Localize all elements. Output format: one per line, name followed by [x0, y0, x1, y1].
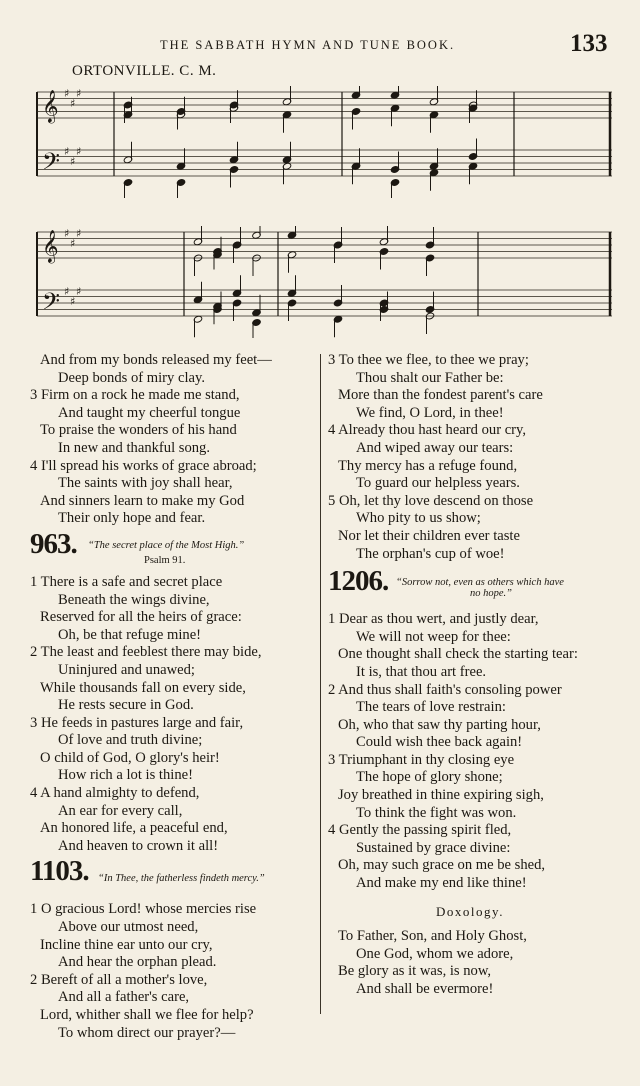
hymn-1103-verses	[30, 901, 314, 1042]
hymn-number: 1103.	[30, 855, 89, 888]
sharp-icon: ♯	[76, 285, 82, 299]
hymn-963-heading	[30, 527, 314, 568]
sharp-icon: ♯	[64, 145, 70, 159]
verse-line: 3 Triumphant in thy closing eye	[328, 751, 515, 768]
verse-line: 2 Bereft of all a mother's love,	[30, 971, 208, 988]
right-column	[328, 352, 612, 999]
verse-line: Incline thine ear unto our cry,	[40, 936, 213, 953]
sharp-icon: ♯	[64, 227, 70, 241]
sharp-icon: ♯	[70, 236, 76, 250]
hymn-1206-heading	[328, 565, 612, 605]
verse-line: 3 Firm on a rock he made me stand,	[30, 387, 240, 404]
hymn-source: Psalm 91.	[144, 554, 186, 566]
verse-line: 4 Gently the passing spirit fled,	[328, 822, 512, 839]
hymn-1206-verses	[328, 611, 612, 893]
verse-line: Reserved for all the heirs of grace:	[40, 609, 242, 626]
verse-line: One God, whom we adore,	[356, 945, 514, 962]
verse-line: And all a father's care,	[58, 989, 190, 1006]
doxology-verses	[328, 928, 612, 998]
verse-line: Joy breathed in thine expiring sigh,	[338, 787, 544, 804]
verse-line: We will not weep for thee:	[356, 628, 511, 645]
verse-line: Thy mercy has a refuge found,	[338, 457, 518, 474]
treble-clef-icon: 𝄞	[42, 89, 59, 123]
verse-line: And heaven to crown it all!	[58, 837, 219, 854]
verse-line: Oh, who that saw thy parting hour,	[338, 716, 541, 733]
verse-line: And from my bonds released my feet—	[40, 352, 272, 368]
verse-line: Oh, be that refuge mine!	[58, 626, 202, 643]
hymn-caption: “The secret place of the Most High.”	[88, 539, 245, 551]
verse-line: Lord, whither shall we flee for help?	[40, 1007, 254, 1023]
hymn-caption-line2: no hope.”	[470, 588, 512, 600]
verse-line: O child of God, O glory's heir!	[40, 749, 220, 766]
sharp-icon: ♯	[64, 285, 70, 299]
verse-line: Uninjured and unawed;	[58, 661, 195, 678]
verse-line: To Father, Son, and Holy Ghost,	[338, 928, 527, 945]
verse-line: And hear the orphan plead.	[58, 954, 217, 971]
verse-line: 3 He feeds in pastures large and fair,	[30, 714, 244, 731]
verse-line: More than the fondest parent's care	[338, 387, 543, 404]
hymn-continuation	[30, 352, 314, 528]
verse-line: How rich a lot is thine!	[58, 767, 193, 784]
sharp-icon: ♯	[76, 227, 82, 241]
verse-line: Oh, may such grace on me be shed,	[338, 857, 546, 874]
verse-line: To guard our helpless years.	[356, 475, 520, 492]
verse-line: In new and thankful song.	[58, 439, 210, 456]
verse-line: Be glory as it was, is now,	[338, 963, 492, 980]
verse-line: 4 Already thou hast heard our cry,	[328, 422, 527, 439]
music-system-1	[34, 86, 616, 198]
doxology-title: Doxology.	[436, 903, 504, 919]
verse-line: While thousands fall on every side,	[40, 679, 246, 696]
music-notation	[37, 226, 612, 338]
verse-line: 2 The least and feeblest there may bide,	[30, 644, 262, 661]
running-title: THE SABBATH HYMN AND TUNE BOOK.	[160, 38, 456, 52]
music-system-2	[34, 226, 616, 338]
verse-line: Who pity to us show;	[356, 510, 481, 527]
sharp-icon: ♯	[64, 87, 70, 101]
verse-line: 4 I'll spread his works of grace abroad;	[30, 457, 257, 474]
music-notation	[37, 86, 612, 198]
verse-line: 2 And thus shall faith's consoling power	[328, 681, 562, 698]
hymn-number: 1206.	[328, 565, 389, 598]
bass-clef-icon: 𝄢	[42, 287, 61, 321]
verse-line: To praise the wonders of his hand	[40, 422, 237, 439]
hymn-caption: “In Thee, the fatherless findeth mercy.”	[98, 873, 265, 885]
verse-line: One thought shall check the starting tear:	[338, 646, 578, 663]
verse-line: Sustained by grace divine:	[356, 839, 511, 856]
verse-line: Could wish thee back again!	[356, 734, 523, 751]
verse-line: Above our utmost need,	[58, 919, 199, 936]
hymn-1103-heading	[30, 855, 314, 895]
treble-clef-icon: 𝄞	[42, 229, 59, 263]
verse-line: And make my end like thine!	[356, 875, 527, 892]
verse-line: 3 To thee we flee, to thee we pray;	[328, 352, 529, 368]
verse-line: Thou shalt our Father be:	[356, 369, 504, 386]
verse-line: Their only hope and fear.	[58, 510, 206, 527]
page-number: 133	[570, 30, 608, 57]
verse-line: We find, O Lord, in thee!	[356, 404, 504, 421]
verse-line: Deep bonds of miry clay.	[58, 369, 205, 386]
sharp-icon: ♯	[70, 96, 76, 110]
verse-line: 1 O gracious Lord! whose mercies rise	[30, 901, 257, 918]
verse-line: To think the fight was won.	[356, 804, 517, 821]
sharp-icon: ♯	[70, 294, 76, 308]
verse-line: He rests secure in God.	[58, 697, 194, 714]
tune-title: ORTONVILLE. C. M.	[72, 63, 217, 79]
verse-line: 5 Oh, let thy love descend on those	[328, 492, 534, 509]
left-column	[30, 352, 314, 1042]
column-divider	[320, 354, 321, 1014]
verse-line: To whom direct our prayer?—	[58, 1024, 236, 1041]
verse-line: The saints with joy shall hear,	[58, 475, 233, 492]
hymn-caption-line1: “Sorrow not, even as others which have	[396, 577, 564, 589]
verse-line: 1 Dear as thou wert, and justly dear,	[328, 611, 539, 628]
verse-line: Of love and truth divine;	[58, 732, 203, 749]
bass-clef-icon: 𝄢	[42, 147, 61, 181]
verse-line: And wiped away our tears:	[356, 439, 514, 456]
hymn-continuation	[328, 352, 612, 563]
verse-line: The orphan's cup of woe!	[356, 545, 505, 562]
sharp-icon: ♯	[76, 87, 82, 101]
hymn-963-verses	[30, 574, 314, 856]
verse-line: And taught my cheerful tongue	[58, 404, 241, 421]
verse-line: 1 There is a safe and secret place	[30, 573, 223, 590]
verse-line: An ear for every call,	[58, 802, 183, 819]
verse-line: And sinners learn to make my God	[40, 492, 245, 509]
verse-line: 4 A hand almighty to defend,	[30, 785, 200, 802]
hymn-number: 963.	[30, 527, 77, 560]
verse-line: The hope of glory shone;	[356, 769, 503, 786]
verse-line: Beneath the wings divine,	[58, 591, 210, 608]
sharp-icon: ♯	[76, 145, 82, 159]
page-header	[0, 32, 640, 62]
verse-line: It is, that thou art free.	[356, 663, 487, 680]
verse-line: Nor let their children ever taste	[338, 527, 520, 544]
verse-line: An honored life, a peaceful end,	[40, 820, 228, 837]
sharp-icon: ♯	[70, 154, 76, 168]
verse-line: And shall be evermore!	[356, 981, 494, 997]
verse-line: The tears of love restrain:	[356, 699, 506, 716]
